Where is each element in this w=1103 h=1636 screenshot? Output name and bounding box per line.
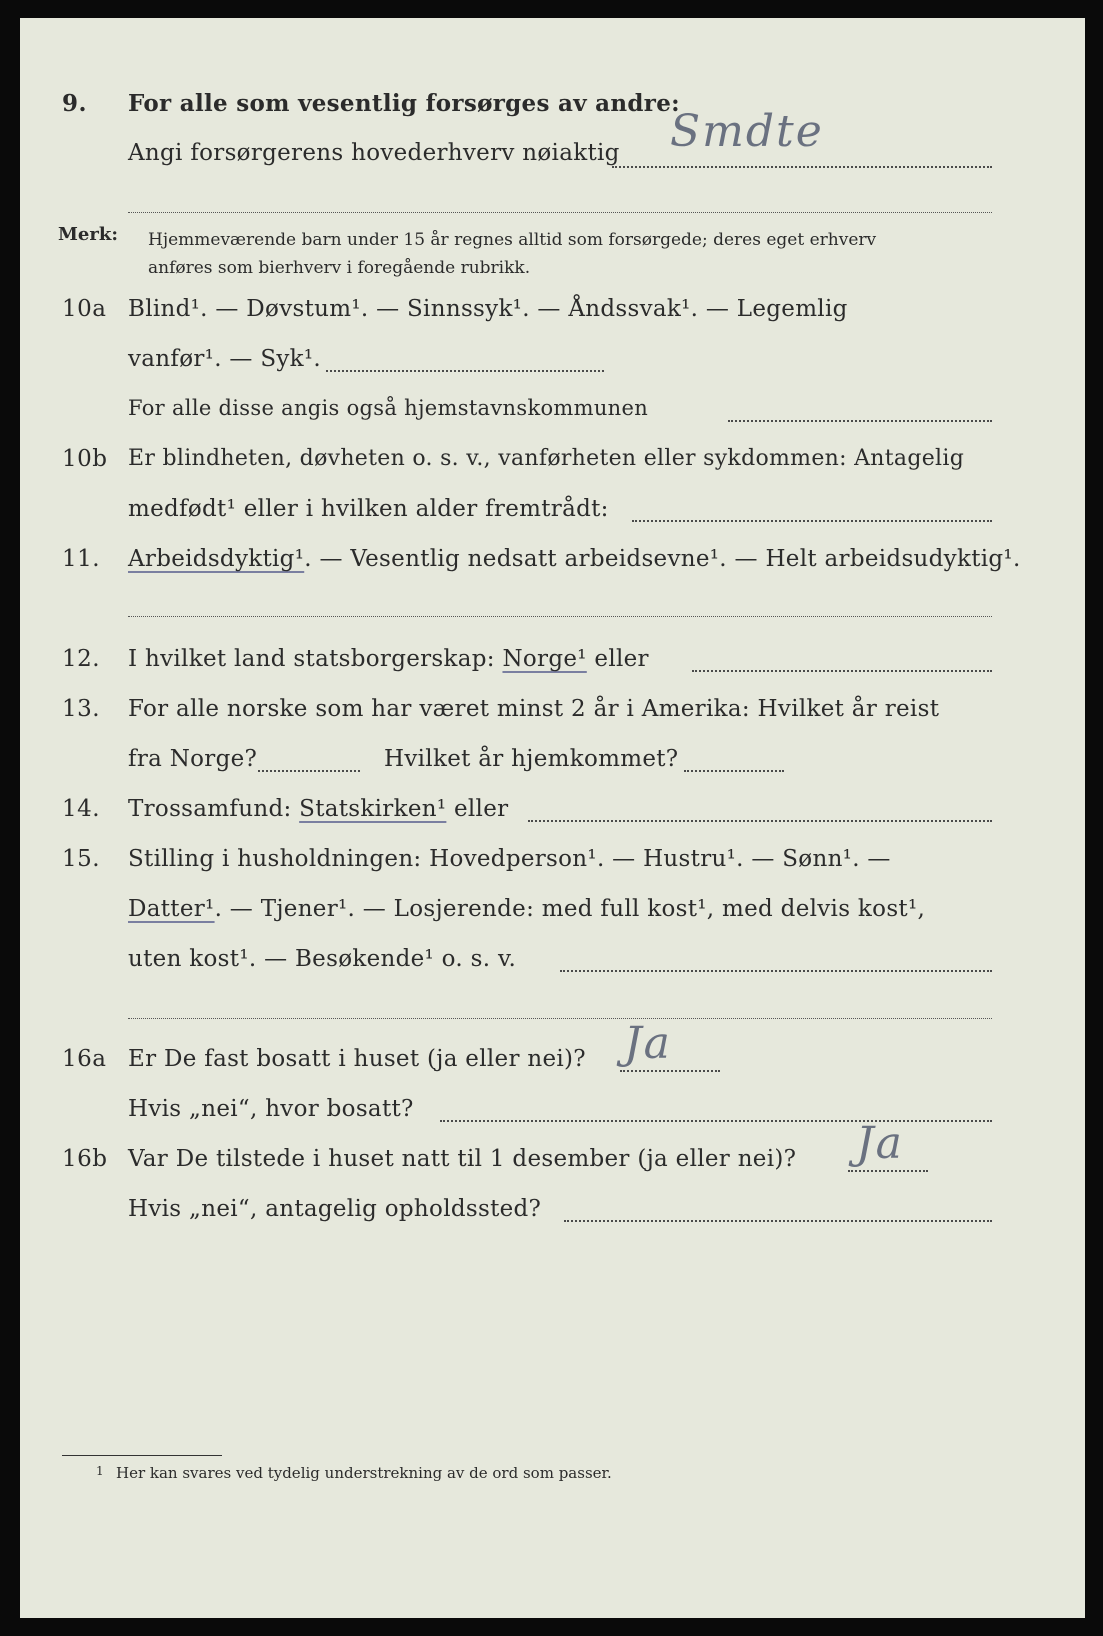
q9-prompt: Angi forsørgerens hovederhverv nøiaktig [128, 140, 620, 166]
q14-question: Trossamfund: Statskirken¹ eller [128, 796, 509, 822]
q11-options [128, 546, 1021, 572]
q16b-number: 16b [62, 1146, 108, 1172]
q13-hjemkommet-line[interactable] [684, 770, 784, 772]
q13-reist-line[interactable] [258, 770, 360, 772]
q13-row-1 [20, 694, 1085, 734]
q14-number: 14. [62, 796, 101, 822]
q16a-answer-line[interactable] [620, 1070, 720, 1072]
q16a-row-2 [20, 1094, 1085, 1134]
q16b-answer-line[interactable] [848, 1170, 928, 1172]
q10a-row-1 [20, 294, 1085, 334]
merk-line-2: anføres som bierhverv i foregående rubrikk. [148, 258, 531, 278]
q9-extra-line[interactable] [128, 212, 992, 213]
q16a-bosatt-line[interactable] [440, 1120, 992, 1122]
q16a-line-1: Er De fast bosatt i huset (ja eller nei)? [128, 1046, 586, 1072]
q15-row-2 [20, 894, 1085, 934]
q12-selected-norge[interactable]: Norge¹ [502, 646, 587, 672]
q16a-number: 16a [62, 1046, 107, 1072]
q12-answer-line[interactable] [692, 670, 992, 672]
q11-number: 11. [62, 546, 101, 572]
q12-question: I hvilket land statsborgerskap: Norge¹ eller [128, 646, 649, 672]
footnote-text: Her kan svares ved tydelig understrekning av de ord som passer. [116, 1464, 612, 1482]
q15-number: 15. [62, 846, 101, 872]
q15-line-2: Datter¹. — Tjener¹. — Losjerende: med full kost¹, med delvis kost¹, [128, 896, 926, 922]
q14-row [20, 794, 1085, 834]
q12-number: 12. [62, 646, 101, 672]
q16b-row-1 [20, 1144, 1085, 1184]
q10a-number: 10a [62, 296, 107, 322]
q15-extra-line[interactable] [128, 1018, 992, 1019]
q16a-handwritten-answer: Ja [624, 1018, 672, 1069]
q15-row-3 [20, 944, 1085, 984]
q13-row-2 [20, 744, 1085, 784]
q13-line-1: For alle norske som har været minst 2 år i Amerika: Hvilket år reist [128, 696, 940, 722]
merk-label: Merk: [58, 224, 118, 245]
q10a-hjemstavn-line[interactable] [728, 420, 992, 422]
q9-question: For alle som vesentlig forsørges av andre: [128, 90, 680, 117]
q10b-line-1: Er blindheten, døvheten o. s. v., vanførheten eller sykdommen: Antagelig [128, 446, 965, 471]
q16a-row-1 [20, 1044, 1085, 1084]
census-form-page [20, 18, 1085, 1618]
q10a-row-2 [20, 344, 1085, 384]
q10a-row-3 [20, 394, 1085, 434]
q12-row [20, 644, 1085, 684]
q11-other-options: . — Vesentlig nedsatt arbeidsevne¹. — Helt arbeidsudyktig¹. [304, 546, 1021, 572]
q9-number: 9. [62, 90, 88, 117]
q9-row-1 [20, 88, 1085, 128]
merk-line-1: Hjemmeværende barn under 15 år regnes alltid som forsørgede; deres eget erhverv [148, 230, 877, 250]
q11-row [20, 544, 1085, 584]
merk-note [148, 226, 1028, 282]
q15-row-1 [20, 844, 1085, 884]
q16b-row-2 [20, 1194, 1085, 1234]
q11-selected-option[interactable]: Arbeidsdyktig¹ [128, 546, 305, 572]
q13-hjemkommet-label: Hvilket år hjemkommet? [384, 746, 679, 772]
q14-answer-line[interactable] [528, 820, 992, 822]
q10a-syk-line[interactable] [326, 370, 604, 372]
q9-answer-line[interactable] [612, 166, 992, 168]
q15-selected-datter[interactable]: Datter¹ [128, 896, 215, 922]
footnote-rule [62, 1455, 222, 1456]
q15-line-1: Stilling i husholdningen: Hovedperson¹. — Hustru¹. — Sønn¹. — [128, 846, 891, 872]
footnote-mark: 1 [96, 1464, 104, 1478]
q11-extra-line[interactable] [128, 616, 992, 617]
q10b-row-1 [20, 444, 1085, 484]
q10a-line-2: vanfør¹. — Syk¹. [128, 346, 322, 372]
q16b-handwritten-answer: Ja [856, 1118, 904, 1169]
q10b-number: 10b [62, 446, 108, 472]
q9-row-2 [20, 138, 1085, 178]
q10b-line-2: medfødt¹ eller i hvilken alder fremtrådt: [128, 496, 609, 522]
q16b-line-2: Hvis „nei“, antagelig opholdssted? [128, 1196, 542, 1222]
q10a-line-1: Blind¹. — Døvstum¹. — Sinnssyk¹. — Åndssvak¹. — Legemlig [128, 296, 848, 322]
q16b-opholdssted-line[interactable] [564, 1220, 992, 1222]
q10a-line-3: For alle disse angis også hjemstavnskommunen [128, 396, 649, 420]
q9-handwritten-answer: Smdte [670, 106, 824, 157]
q16a-line-2: Hvis „nei“, hvor bosatt? [128, 1096, 414, 1122]
q13-reist-label: fra Norge? [128, 746, 258, 772]
q13-number: 13. [62, 696, 101, 722]
q14-selected-statskirken[interactable]: Statskirken¹ [299, 796, 447, 822]
q16b-line-1: Var De tilstede i huset natt til 1 desember (ja eller nei)? [128, 1146, 797, 1172]
q15-answer-line[interactable] [560, 970, 992, 972]
q10b-row-2 [20, 494, 1085, 534]
q15-line-3: uten kost¹. — Besøkende¹ o. s. v. [128, 946, 517, 972]
q10b-answer-line[interactable] [632, 520, 992, 522]
